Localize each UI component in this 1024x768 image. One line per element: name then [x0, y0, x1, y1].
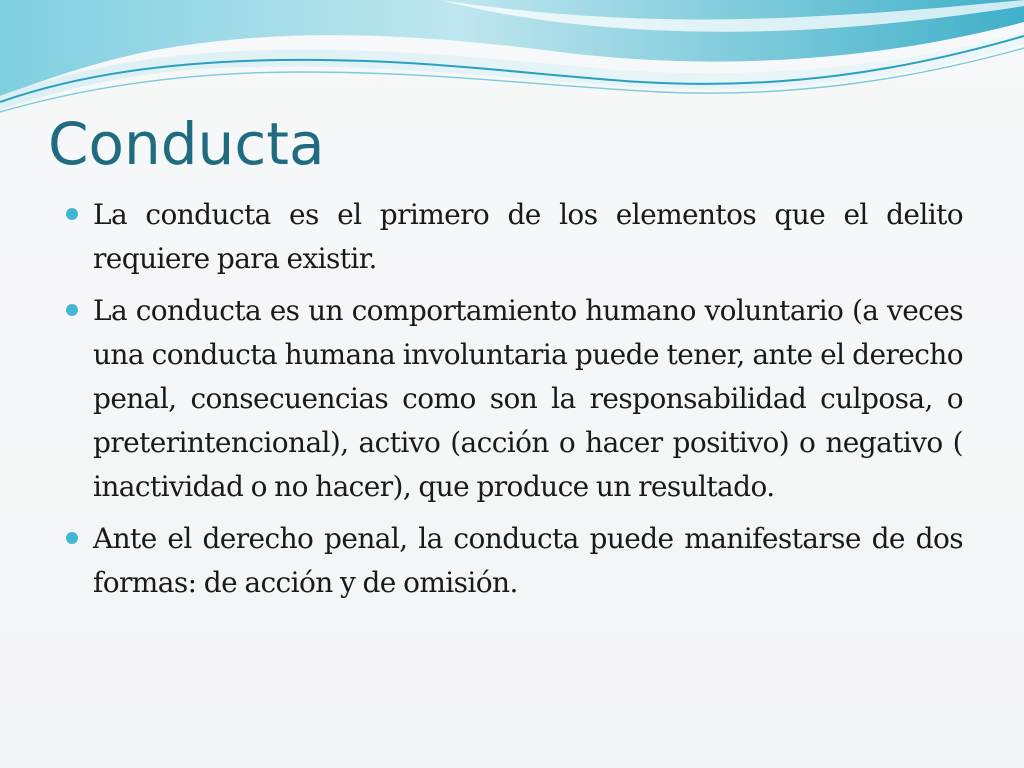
slide-title: Conducta	[48, 110, 325, 178]
bullet-text: La conducta es el primero de los elementos que el delito requiere para existir.	[93, 198, 963, 275]
bullet-item	[66, 289, 963, 509]
bullet-list	[66, 193, 963, 613]
circle-bullet-icon	[66, 208, 78, 220]
bullet-item	[66, 193, 963, 281]
bullet-text: La conducta es un comportamiento humano voluntario (a veces una conducta humana involuntaria puede tener, ante el derecho penal, consecuencias como son la responsabilidad culposa, o preterintencional), activo (acción o hacer positivo) o negativo ( inactividad o no hacer), que produce un resultado.	[93, 294, 963, 503]
bullet-item	[66, 517, 963, 605]
circle-bullet-icon	[66, 304, 78, 316]
bullet-text: Ante el derecho penal, la conducta puede manifestarse de dos formas: de acción y de omisión.	[93, 522, 963, 599]
circle-bullet-icon	[66, 532, 78, 544]
